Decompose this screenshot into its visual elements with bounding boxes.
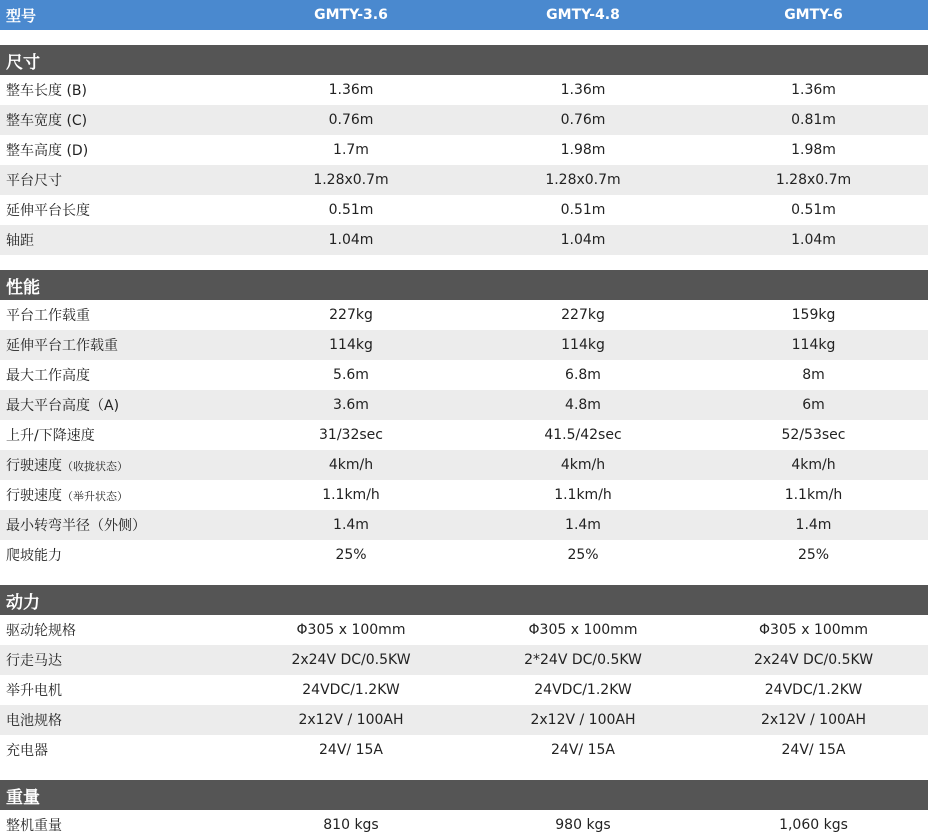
value-cell-1: 4km/h xyxy=(328,457,374,473)
value-cell-2: 0.76m xyxy=(560,112,606,128)
table-row xyxy=(0,615,928,645)
value-cell-1: 5.6m xyxy=(333,367,369,383)
table-row xyxy=(0,705,928,735)
value-cell-3: 8m xyxy=(802,367,825,383)
table-row xyxy=(0,75,928,105)
value-cell-1: 0.51m xyxy=(328,202,374,218)
value-cell-2: 1.4m xyxy=(565,517,601,533)
value-cell-3: 1.36m xyxy=(791,82,836,98)
row-label-cell xyxy=(0,680,235,700)
value-cell-3: 1,060 kgs xyxy=(779,817,848,833)
table-body xyxy=(0,30,928,840)
section-gap xyxy=(0,30,928,45)
value-cell-2: 41.5/42sec xyxy=(544,427,622,443)
row-label-cell xyxy=(0,425,235,445)
table-row xyxy=(0,735,928,765)
value-cell-3: 0.51m xyxy=(791,202,836,218)
row-label: 延伸平台工作载重 xyxy=(6,338,118,354)
value-cell-2: 6.8m xyxy=(565,367,601,383)
row-label: 轴距 xyxy=(6,233,34,249)
row-label: 电池规格 xyxy=(6,713,62,729)
value-cell-2: Φ305 x 100mm xyxy=(528,622,638,638)
row-label: 整车宽度 (C) xyxy=(6,113,88,129)
value-cell-3: Φ305 x 100mm xyxy=(759,622,868,638)
row-label: 上升/下降速度 xyxy=(6,428,95,444)
value-cell-3: 2x24V DC/0.5KW xyxy=(753,652,874,668)
value-cell-2: 980 kgs xyxy=(555,817,611,833)
section-gap xyxy=(0,765,928,780)
value-cell-1: 0.76m xyxy=(328,112,374,128)
section-title: 性能 xyxy=(6,277,40,298)
row-label: 最大平台高度（A) xyxy=(6,398,120,414)
row-label-cell xyxy=(0,815,235,835)
value-cell-3: 159kg xyxy=(791,307,836,323)
table-row xyxy=(0,390,928,420)
table-row xyxy=(0,450,928,480)
value-cell-2: 1.1km/h xyxy=(554,487,612,503)
table-row xyxy=(0,540,928,570)
value-cell-1: 810 kgs xyxy=(323,817,379,833)
section-title: 尺寸 xyxy=(6,52,40,73)
value-cell-3: 2x12V / 100AH xyxy=(760,712,867,728)
row-label: 举升电机 xyxy=(6,683,62,699)
header-label: 型号 xyxy=(6,6,37,25)
row-label-cell xyxy=(0,335,235,355)
value-cell-3: 0.81m xyxy=(791,112,836,128)
row-label-cell xyxy=(0,485,235,505)
value-cell-1: 2x24V DC/0.5KW xyxy=(291,652,411,668)
section-header xyxy=(0,45,928,75)
row-label-cell xyxy=(0,395,235,415)
value-cell-3: 25% xyxy=(797,547,830,563)
section-gap xyxy=(0,570,928,585)
row-label-cell xyxy=(0,740,235,760)
row-label-note: （收拢状态） xyxy=(62,460,128,473)
section-gap xyxy=(0,255,928,270)
table-row xyxy=(0,225,928,255)
section-title: 重量 xyxy=(6,787,40,808)
value-cell-1: 1.28x0.7m xyxy=(313,172,389,188)
table-row xyxy=(0,420,928,450)
value-cell-3: 114kg xyxy=(791,337,836,353)
table-row xyxy=(0,510,928,540)
table-row xyxy=(0,645,928,675)
value-cell-2: 24V/ 15A xyxy=(551,742,615,758)
value-cell-2: 2x12V / 100AH xyxy=(530,712,636,728)
row-label-cell xyxy=(0,200,235,220)
row-label-note: （举升状态） xyxy=(62,490,128,503)
row-label-cell xyxy=(0,140,235,160)
table-row xyxy=(0,105,928,135)
value-cell-3: 1.1km/h xyxy=(784,487,843,503)
value-cell-3: 24V/ 15A xyxy=(781,742,846,758)
value-cell-1: 114kg xyxy=(329,337,373,353)
table-row xyxy=(0,810,928,840)
row-label-cell xyxy=(0,710,235,730)
table-row xyxy=(0,195,928,225)
row-label: 驱动轮规格 xyxy=(6,623,76,639)
value-cell-3: 52/53sec xyxy=(781,427,846,443)
value-cell-2: 1.28x0.7m xyxy=(545,172,621,188)
row-label: 整车长度 (B) xyxy=(6,83,87,99)
row-label: 平台尺寸 xyxy=(6,173,62,189)
table-row xyxy=(0,360,928,390)
value-cell-2: 4km/h xyxy=(560,457,606,473)
value-cell-2: 2*24V DC/0.5KW xyxy=(524,652,642,668)
row-label: 最大工作高度 xyxy=(6,368,90,384)
value-cell-2: 227kg xyxy=(561,307,605,323)
row-label: 平台工作载重 xyxy=(6,308,90,324)
value-cell-1: 227kg xyxy=(329,307,373,323)
row-label: 行走马达 xyxy=(6,653,62,669)
row-label: 爬坡能力 xyxy=(6,548,62,564)
value-cell-1: 25% xyxy=(335,547,367,563)
table-row xyxy=(0,330,928,360)
value-cell-1: 1.1km/h xyxy=(322,487,380,503)
row-label: 充电器 xyxy=(6,743,48,759)
value-cell-1: 1.4m xyxy=(333,517,369,533)
row-label-cell xyxy=(0,230,235,250)
row-label-cell xyxy=(0,305,235,325)
row-label: 行驶速度 xyxy=(6,458,62,474)
section-title: 动力 xyxy=(6,592,40,613)
header-row xyxy=(0,0,928,30)
value-cell-1: 1.04m xyxy=(328,232,374,248)
value-cell-3: 6m xyxy=(802,397,825,413)
value-cell-1: Φ305 x 100mm xyxy=(296,622,406,638)
table-row xyxy=(0,135,928,165)
value-cell-3: 1.98m xyxy=(791,142,836,158)
value-cell-2: 0.51m xyxy=(560,202,606,218)
row-label-cell xyxy=(0,170,235,190)
value-cell-1: 24VDC/1.2KW xyxy=(302,682,400,698)
value-cell-2: 1.98m xyxy=(560,142,606,158)
row-label-cell xyxy=(0,545,235,565)
value-cell-1: 31/32sec xyxy=(319,427,383,443)
value-cell-1: 2x12V / 100AH xyxy=(298,712,404,728)
value-cell-3: 24VDC/1.2KW xyxy=(764,682,863,698)
row-label-cell xyxy=(0,80,235,100)
model-header-3: GMTY-6 xyxy=(784,7,843,23)
value-cell-1: 3.6m xyxy=(333,397,369,413)
row-label: 行驶速度 xyxy=(6,488,62,504)
value-cell-3: 1.04m xyxy=(791,232,836,248)
row-label-cell xyxy=(0,515,235,535)
value-cell-2: 1.36m xyxy=(560,82,606,98)
table-row xyxy=(0,165,928,195)
model-header-1: GMTY-3.6 xyxy=(314,7,388,23)
table-row xyxy=(0,480,928,510)
value-cell-2: 1.04m xyxy=(560,232,606,248)
section-header xyxy=(0,585,928,615)
value-cell-2: 25% xyxy=(567,547,599,563)
row-label-cell xyxy=(0,110,235,130)
row-label: 整车高度 (D) xyxy=(6,143,89,159)
row-label-cell xyxy=(0,455,235,475)
value-cell-1: 1.7m xyxy=(333,142,369,158)
value-cell-1: 24V/ 15A xyxy=(319,742,383,758)
section-header xyxy=(0,270,928,300)
row-label-cell xyxy=(0,365,235,385)
table-row xyxy=(0,675,928,705)
row-label: 延伸平台长度 xyxy=(6,203,90,219)
model-header-2: GMTY-4.8 xyxy=(546,7,620,23)
table-row xyxy=(0,300,928,330)
row-label-cell xyxy=(0,620,235,640)
value-cell-3: 1.4m xyxy=(795,517,832,533)
row-label: 整机重量 xyxy=(6,818,62,834)
value-cell-2: 4.8m xyxy=(565,397,601,413)
value-cell-2: 24VDC/1.2KW xyxy=(534,682,632,698)
row-label: 最小转弯半径（外侧） xyxy=(6,518,146,534)
value-cell-1: 1.36m xyxy=(328,82,374,98)
row-label-cell xyxy=(0,650,235,670)
value-cell-3: 1.28x0.7m xyxy=(775,172,852,188)
section-header xyxy=(0,780,928,810)
value-cell-2: 114kg xyxy=(561,337,605,353)
value-cell-3: 4km/h xyxy=(791,457,836,473)
